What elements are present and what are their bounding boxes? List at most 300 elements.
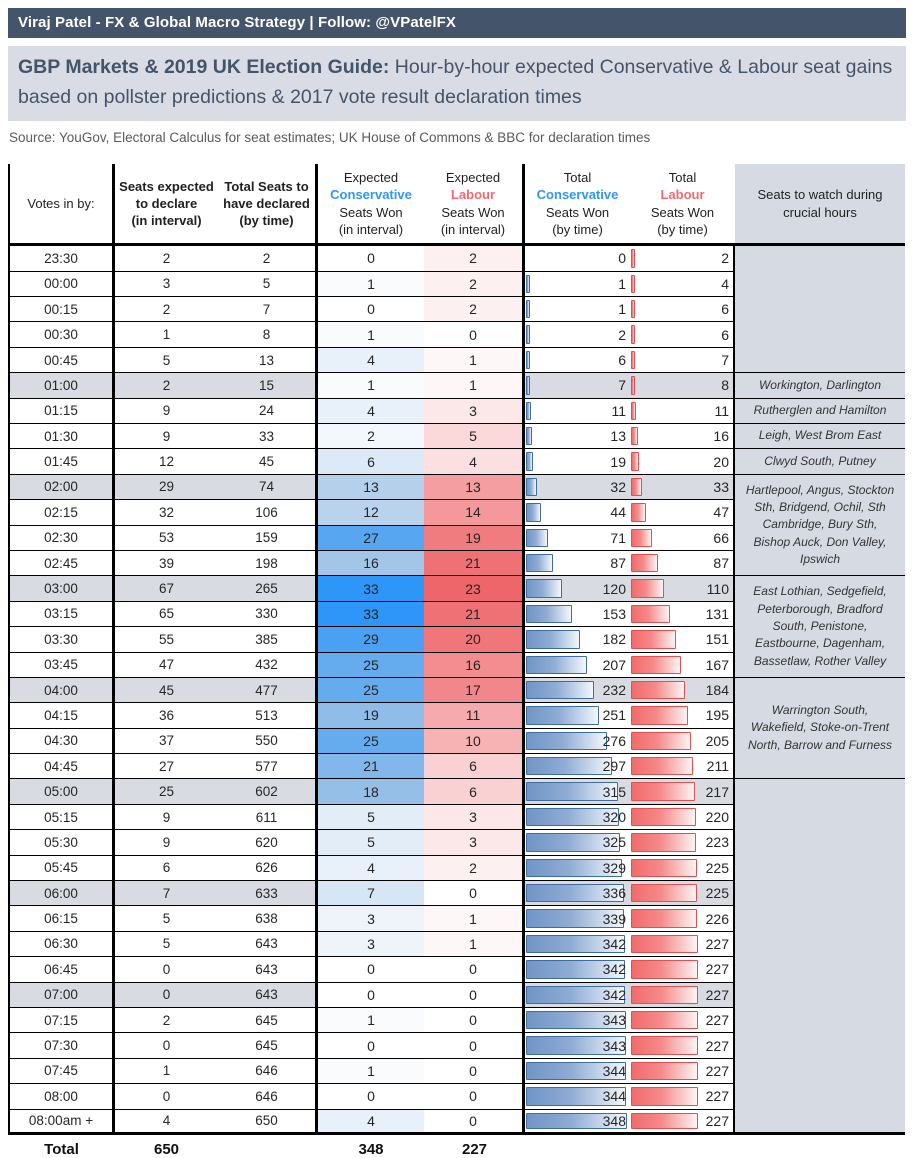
declare-cell: 0 — [115, 957, 218, 982]
source-note: Source: YouGov, Electoral Calculus for seat estimates; UK House of Commons & BBC for declaration times — [9, 130, 651, 146]
header-line: Total — [563, 170, 592, 186]
con-total-cell — [525, 1110, 630, 1135]
con-total-bar — [526, 376, 530, 394]
header-line: (by time) — [552, 222, 603, 238]
con-total-cell — [525, 1033, 630, 1058]
con-total-value: 182 — [602, 631, 626, 648]
cumulative-cell: 633 — [218, 881, 318, 906]
con-total-value: 343 — [602, 1037, 626, 1054]
lab-total-value: 227 — [705, 961, 729, 978]
watch-cell: Warrington South, Wakefield, Stoke-on-Trent North, Barrow and Furness — [735, 678, 905, 780]
con-interval-cell: 29 — [318, 627, 424, 652]
lab-total-cell — [630, 1033, 735, 1058]
lab-total-cell — [630, 500, 735, 525]
lab-interval-cell: 2 — [424, 246, 525, 271]
con-total-bar — [526, 656, 587, 674]
lab-total-bar — [631, 300, 635, 318]
header-cell-1 — [115, 164, 218, 246]
lab-interval-cell: 6 — [424, 754, 525, 779]
declare-cell: 2 — [115, 246, 218, 271]
con-total-bar — [526, 630, 580, 648]
header-line: Labour — [450, 187, 496, 203]
lab-total-cell — [630, 653, 735, 678]
total-label: Total — [44, 1140, 79, 1158]
lab-interval-cell: 0 — [424, 1059, 525, 1084]
declare-cell: 65 — [115, 602, 218, 627]
declare-cell: 2 — [115, 373, 218, 398]
lab-total-bar — [631, 605, 670, 623]
lab-total-bar — [631, 579, 664, 597]
con-interval-cell: 0 — [318, 1084, 424, 1109]
header-cell-7 — [735, 164, 905, 246]
header-line: Expected — [445, 170, 501, 186]
con-total-value: 13 — [610, 428, 626, 445]
lab-interval-cell: 1 — [424, 932, 525, 957]
time-cell: 05:00 — [8, 779, 115, 804]
lab-interval-cell: 0 — [424, 881, 525, 906]
cumulative-cell: 645 — [218, 1033, 318, 1058]
time-cell: 02:45 — [8, 551, 115, 576]
title-band — [8, 46, 906, 121]
con-total-value: 0 — [618, 250, 626, 267]
con-total-bar — [526, 732, 607, 750]
declare-cell: 37 — [115, 729, 218, 754]
lab-total-cell — [630, 754, 735, 779]
time-cell: 02:30 — [8, 526, 115, 551]
con-total-cell — [525, 653, 630, 678]
time-cell: 00:30 — [8, 322, 115, 347]
lab-total-value: 6 — [721, 326, 729, 343]
lab-total-value: 16 — [713, 428, 729, 445]
time-cell: 02:00 — [8, 475, 115, 500]
con-total-cell — [525, 957, 630, 982]
declare-cell: 9 — [115, 424, 218, 449]
time-cell: 05:30 — [8, 830, 115, 855]
cumulative-cell: 643 — [218, 957, 318, 982]
header-line: (by time) — [239, 213, 294, 229]
lab-total-value: 227 — [705, 1088, 729, 1105]
con-total-cell — [525, 906, 630, 931]
con-total-bar — [526, 402, 531, 420]
con-total-bar — [526, 579, 562, 597]
con-total-bar — [526, 503, 541, 521]
lab-total-bar — [631, 1036, 698, 1054]
lab-total-value: 131 — [705, 605, 729, 622]
lab-total-value: 87 — [713, 555, 729, 572]
lab-total-value: 66 — [713, 529, 729, 546]
lab-total-cell — [630, 399, 735, 424]
lab-interval-cell: 1 — [424, 906, 525, 931]
lab-interval-cell: 0 — [424, 1033, 525, 1058]
total-labour: 227 — [461, 1140, 488, 1158]
time-cell: 01:15 — [8, 399, 115, 424]
lab-total-cell — [630, 983, 735, 1008]
con-interval-cell: 7 — [318, 881, 424, 906]
con-interval-cell: 0 — [318, 297, 424, 322]
con-total-value: 207 — [602, 656, 626, 673]
con-interval-cell: 6 — [318, 449, 424, 474]
con-total-cell — [525, 576, 630, 601]
time-cell: 06:15 — [8, 906, 115, 931]
header-line: Seats Won — [339, 204, 403, 220]
lab-total-cell — [630, 957, 735, 982]
time-cell: 07:45 — [8, 1059, 115, 1084]
con-total-bar — [526, 554, 553, 572]
watch-cell: Clwyd South, Putney — [735, 449, 905, 474]
lab-total-bar — [631, 656, 681, 674]
lab-interval-cell: 1 — [424, 373, 525, 398]
con-total-cell — [525, 830, 630, 855]
con-total-value: 120 — [602, 580, 626, 597]
con-total-value: 153 — [602, 605, 626, 622]
declare-cell: 2 — [115, 1008, 218, 1033]
banner — [8, 8, 906, 38]
time-cell: 05:45 — [8, 856, 115, 881]
cumulative-cell: 24 — [218, 399, 318, 424]
lab-interval-cell: 0 — [424, 322, 525, 347]
con-total-value: 348 — [602, 1112, 626, 1129]
declare-cell: 29 — [115, 475, 218, 500]
con-total-cell — [525, 754, 630, 779]
watch-cell: Workington, Darlington — [735, 373, 905, 398]
time-cell: 03:30 — [8, 627, 115, 652]
con-interval-cell: 25 — [318, 729, 424, 754]
declare-cell: 27 — [115, 754, 218, 779]
lab-total-cell — [630, 246, 735, 271]
time-cell: 06:00 — [8, 881, 115, 906]
header-line: Labour — [660, 187, 705, 203]
con-total-bar — [526, 427, 532, 445]
declare-cell: 5 — [115, 906, 218, 931]
page-title-rest: Hour-by-hour expected Conservative & Labour seat gains based on pollster predictions & 2017 vote result declaration times — [18, 56, 893, 108]
con-interval-cell: 16 — [318, 551, 424, 576]
lab-total-cell — [630, 906, 735, 931]
con-total-bar — [526, 351, 530, 369]
lab-total-bar — [631, 1087, 698, 1105]
lab-total-bar — [631, 630, 676, 648]
lab-interval-cell: 10 — [424, 729, 525, 754]
banner-text: Viraj Patel - FX & Global Macro Strategy | Follow: @VPatelFX — [18, 14, 456, 31]
lab-interval-cell: 0 — [424, 1084, 525, 1109]
lab-total-value: 110 — [706, 580, 729, 597]
con-interval-cell: 18 — [318, 779, 424, 804]
con-total-bar — [526, 529, 548, 547]
declare-cell: 9 — [115, 805, 218, 830]
con-total-cell — [525, 373, 630, 398]
total-conservative: 348 — [358, 1140, 384, 1158]
header-line: Seats expected — [119, 178, 214, 194]
con-total-bar — [526, 605, 572, 623]
header-line: Conservative — [330, 187, 412, 203]
lab-total-cell — [630, 830, 735, 855]
declare-cell: 39 — [115, 551, 218, 576]
lab-interval-cell: 3 — [424, 830, 525, 855]
lab-total-bar — [631, 554, 658, 572]
lab-total-value: 225 — [705, 885, 729, 902]
lab-total-value: 6 — [721, 301, 729, 318]
cumulative-cell: 611 — [218, 805, 318, 830]
cumulative-cell: 646 — [218, 1084, 318, 1109]
con-interval-cell: 33 — [318, 576, 424, 601]
header-line: Conservative — [536, 187, 619, 203]
header-line: Seats Won — [650, 204, 715, 220]
lab-total-bar — [631, 275, 635, 293]
declare-cell: 47 — [115, 653, 218, 678]
lab-total-value: 7 — [721, 352, 729, 368]
con-total-cell — [525, 627, 630, 652]
con-total-cell — [525, 424, 630, 449]
con-total-cell — [525, 856, 630, 881]
lab-total-value: 20 — [713, 453, 729, 470]
con-total-bar — [526, 757, 612, 775]
lab-total-value: 211 — [706, 758, 729, 775]
cumulative-cell: 620 — [218, 830, 318, 855]
lab-total-cell — [630, 856, 735, 881]
declare-cell: 7 — [115, 881, 218, 906]
time-cell: 01:00 — [8, 373, 115, 398]
con-total-cell — [525, 551, 630, 576]
con-interval-cell: 13 — [318, 475, 424, 500]
lab-interval-cell: 3 — [424, 399, 525, 424]
lab-interval-cell: 17 — [424, 678, 525, 703]
time-cell: 04:15 — [8, 703, 115, 728]
con-total-value: 87 — [610, 555, 626, 572]
lab-total-bar — [631, 859, 697, 877]
declare-cell: 1 — [115, 1059, 218, 1084]
header-line: crucial hours — [783, 204, 857, 220]
lab-total-value: 227 — [705, 1062, 729, 1079]
lab-total-bar — [631, 1062, 698, 1080]
time-cell: 04:30 — [8, 729, 115, 754]
lab-total-bar — [631, 706, 688, 724]
cumulative-cell: 626 — [218, 856, 318, 881]
declare-cell: 45 — [115, 678, 218, 703]
con-total-value: 336 — [602, 885, 626, 902]
time-cell: 03:45 — [8, 653, 115, 678]
con-interval-cell: 19 — [318, 703, 424, 728]
cumulative-cell: 643 — [218, 983, 318, 1008]
con-interval-cell: 0 — [318, 246, 424, 271]
lab-total-bar — [631, 960, 698, 978]
header-cell-0 — [8, 164, 115, 246]
lab-total-cell — [630, 322, 735, 347]
cumulative-cell: 577 — [218, 754, 318, 779]
time-cell: 07:00 — [8, 983, 115, 1008]
header-cell-5 — [525, 164, 630, 246]
con-total-value: 251 — [602, 707, 626, 724]
header-line: (in interval) — [440, 222, 506, 238]
cumulative-cell: 602 — [218, 779, 318, 804]
lab-total-cell — [630, 627, 735, 652]
header-line: Expected — [343, 170, 399, 186]
time-cell: 08:00am + — [8, 1110, 115, 1135]
time-cell: 01:30 — [8, 424, 115, 449]
lab-total-cell — [630, 703, 735, 728]
lab-total-cell — [630, 576, 735, 601]
lab-interval-cell: 0 — [424, 1008, 525, 1033]
con-total-cell — [525, 1059, 630, 1084]
con-total-value: 320 — [602, 809, 626, 826]
con-total-bar — [526, 300, 530, 318]
con-total-cell — [525, 322, 630, 347]
con-interval-cell: 4 — [318, 1110, 424, 1135]
con-interval-cell: 25 — [318, 653, 424, 678]
lab-total-bar — [631, 325, 635, 343]
time-cell: 00:15 — [8, 297, 115, 322]
lab-total-bar — [631, 1011, 698, 1029]
lab-total-cell — [630, 602, 735, 627]
lab-total-cell — [630, 475, 735, 500]
time-cell: 00:45 — [8, 348, 115, 373]
declare-cell: 9 — [115, 399, 218, 424]
con-total-bar — [526, 275, 530, 293]
lab-total-cell — [630, 424, 735, 449]
total-row — [8, 1135, 906, 1158]
con-interval-cell: 12 — [318, 500, 424, 525]
con-total-value: 19 — [610, 453, 626, 470]
lab-total-value: 205 — [705, 732, 729, 749]
con-total-cell — [525, 500, 630, 525]
con-total-cell — [525, 1008, 630, 1033]
lab-total-cell — [630, 449, 735, 474]
con-total-cell — [525, 881, 630, 906]
watch-cell: Hartlepool, Angus, Stockton Sth, Bridgend, Ochil, Sth Cambridge, Bury Sth, Bishop Auck, Don Valley, Ipswich — [735, 475, 905, 577]
lab-total-cell — [630, 297, 735, 322]
con-total-value: 339 — [602, 910, 626, 927]
con-total-bar — [526, 478, 537, 496]
con-total-bar — [526, 452, 533, 470]
cumulative-cell: 7 — [218, 297, 318, 322]
lab-total-bar — [631, 782, 695, 800]
header-line: Seats Won — [545, 204, 610, 220]
lab-total-value: 226 — [705, 910, 729, 927]
con-total-value: 11 — [611, 402, 626, 419]
declare-cell: 5 — [115, 932, 218, 957]
con-total-value: 71 — [610, 529, 626, 546]
lab-interval-cell: 23 — [424, 576, 525, 601]
header-cell-3 — [318, 164, 424, 246]
declare-cell: 0 — [115, 1084, 218, 1109]
lab-interval-cell: 11 — [424, 703, 525, 728]
header-cell-4 — [424, 164, 525, 246]
con-total-value: 232 — [602, 682, 626, 699]
time-cell: 03:00 — [8, 576, 115, 601]
con-total-value: 2 — [618, 326, 626, 343]
con-total-value: 344 — [602, 1062, 626, 1079]
lab-total-bar — [631, 427, 638, 445]
header-cell-2 — [218, 164, 318, 246]
lab-total-bar — [631, 986, 698, 1004]
lab-total-cell — [630, 779, 735, 804]
lab-total-value: 227 — [705, 935, 729, 952]
lab-total-bar — [631, 402, 636, 420]
con-interval-cell: 0 — [318, 983, 424, 1008]
con-total-cell — [525, 348, 630, 373]
lab-total-cell — [630, 1059, 735, 1084]
lab-interval-cell: 21 — [424, 551, 525, 576]
header-cell-6 — [630, 164, 735, 246]
con-interval-cell: 5 — [318, 830, 424, 855]
lab-total-cell — [630, 272, 735, 297]
con-interval-cell: 33 — [318, 602, 424, 627]
lab-interval-cell: 1 — [424, 348, 525, 373]
lab-interval-cell: 5 — [424, 424, 525, 449]
cumulative-cell: 550 — [218, 729, 318, 754]
con-interval-cell: 3 — [318, 906, 424, 931]
lab-interval-cell: 14 — [424, 500, 525, 525]
con-interval-cell: 25 — [318, 678, 424, 703]
cumulative-cell: 638 — [218, 906, 318, 931]
con-total-value: 297 — [602, 758, 626, 775]
lab-total-bar — [631, 884, 697, 902]
header-line: have declared — [223, 196, 310, 212]
declare-cell: 1 — [115, 322, 218, 347]
lab-total-value: 227 — [705, 1112, 729, 1129]
time-cell: 03:15 — [8, 602, 115, 627]
cumulative-cell: 45 — [218, 449, 318, 474]
cumulative-cell: 2 — [218, 246, 318, 271]
con-total-cell — [525, 703, 630, 728]
lab-interval-cell: 16 — [424, 653, 525, 678]
cumulative-cell: 385 — [218, 627, 318, 652]
cumulative-cell: 477 — [218, 678, 318, 703]
con-total-value: 343 — [602, 1012, 626, 1029]
lab-total-value: 8 — [721, 377, 729, 394]
con-total-value: 1 — [618, 301, 626, 318]
page — [8, 0, 906, 1158]
declare-cell: 67 — [115, 576, 218, 601]
con-total-cell — [525, 475, 630, 500]
lab-total-bar — [631, 249, 635, 267]
lab-total-cell — [630, 1110, 735, 1135]
lab-total-bar — [631, 757, 693, 775]
time-cell: 04:45 — [8, 754, 115, 779]
declare-cell: 32 — [115, 500, 218, 525]
con-total-cell — [525, 779, 630, 804]
lab-interval-cell: 20 — [424, 627, 525, 652]
lab-total-bar — [631, 681, 685, 699]
cumulative-cell: 15 — [218, 373, 318, 398]
lab-total-bar — [631, 529, 652, 547]
lab-total-value: 151 — [705, 631, 729, 648]
con-total-cell — [525, 297, 630, 322]
lab-total-value: 33 — [713, 478, 729, 495]
header-line: Total Seats to — [224, 178, 309, 194]
lab-interval-cell: 3 — [424, 805, 525, 830]
watch-cell: East Lothian, Sedgefield, Peterborough, Bradford South, Penistone, Eastbourne, Dagenham, Bassetlaw, Rother Valley — [735, 576, 905, 678]
cumulative-cell: 74 — [218, 475, 318, 500]
con-total-value: 329 — [602, 859, 626, 876]
con-total-bar — [526, 325, 530, 343]
lab-total-value: 225 — [705, 859, 729, 876]
time-cell: 05:15 — [8, 805, 115, 830]
cumulative-cell: 432 — [218, 653, 318, 678]
con-total-cell — [525, 272, 630, 297]
con-interval-cell: 4 — [318, 399, 424, 424]
con-total-value: 342 — [602, 935, 626, 952]
cumulative-cell: 8 — [218, 322, 318, 347]
declare-cell: 6 — [115, 856, 218, 881]
con-total-cell — [525, 729, 630, 754]
lab-interval-cell: 6 — [424, 779, 525, 804]
cumulative-cell: 13 — [218, 348, 318, 373]
cumulative-cell: 33 — [218, 424, 318, 449]
declare-cell: 9 — [115, 830, 218, 855]
lab-total-value: 227 — [705, 1012, 729, 1029]
con-interval-cell: 21 — [318, 754, 424, 779]
lab-total-cell — [630, 373, 735, 398]
con-total-value: 342 — [602, 961, 626, 978]
